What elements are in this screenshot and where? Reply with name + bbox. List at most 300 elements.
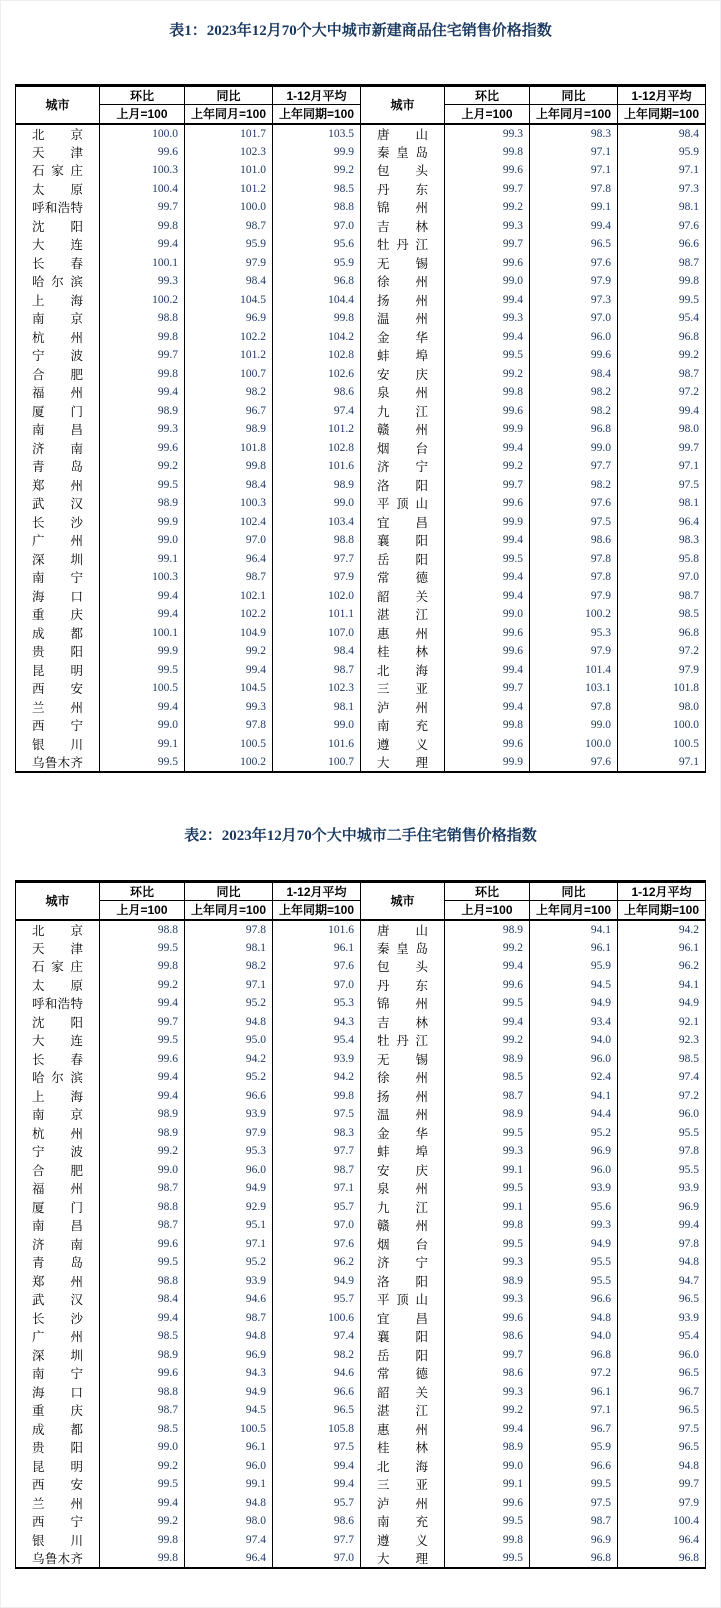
- value-cell: 98.5: [618, 605, 706, 624]
- value-cell: 97.2: [618, 642, 706, 661]
- table-row: [16, 550, 706, 569]
- value-cell: 99.6: [445, 254, 530, 273]
- value-cell: 98.9: [100, 1124, 185, 1143]
- value-cell: 99.0: [100, 1438, 185, 1457]
- city-cell: 天津: [16, 143, 100, 162]
- value-cell: 98.3: [273, 1124, 361, 1143]
- value-cell: 96.9: [530, 1531, 618, 1550]
- value-cell: 96.0: [618, 1105, 706, 1124]
- value-cell: 98.8: [100, 1383, 185, 1402]
- table-row: [16, 1475, 706, 1494]
- value-cell: 97.6: [273, 957, 361, 976]
- value-cell: 95.9: [618, 143, 706, 162]
- value-cell: 99.6: [445, 735, 530, 754]
- table-row: [16, 698, 706, 717]
- value-cell: 99.6: [445, 1494, 530, 1513]
- city-cell: 襄阳: [361, 1327, 445, 1346]
- city-cell: 福州: [16, 1179, 100, 1198]
- value-cell: 95.0: [185, 1031, 273, 1050]
- table-row: [16, 328, 706, 347]
- value-cell: 93.9: [185, 1105, 273, 1124]
- value-cell: 95.2: [185, 994, 273, 1013]
- city-cell: 丹东: [361, 976, 445, 995]
- value-cell: 100.7: [185, 365, 273, 384]
- value-cell: 97.1: [530, 1401, 618, 1420]
- value-cell: 99.5: [100, 1475, 185, 1494]
- value-cell: 103.1: [530, 679, 618, 698]
- value-cell: 97.8: [530, 180, 618, 199]
- value-cell: 102.2: [185, 328, 273, 347]
- value-cell: 98.9: [445, 1050, 530, 1069]
- city-cell: 西宁: [16, 1512, 100, 1531]
- value-cell: 98.8: [273, 198, 361, 217]
- city-cell: 重庆: [16, 1401, 100, 1420]
- value-cell: 98.9: [100, 1346, 185, 1365]
- table-row: [16, 1105, 706, 1124]
- value-cell: 102.3: [185, 143, 273, 162]
- value-cell: 95.9: [530, 957, 618, 976]
- city-cell: 宜昌: [361, 513, 445, 532]
- value-cell: 94.9: [530, 1235, 618, 1254]
- value-cell: 95.4: [618, 309, 706, 328]
- table-row: [16, 1068, 706, 1087]
- value-cell: 99.4: [100, 605, 185, 624]
- city-cell: 沈阳: [16, 1013, 100, 1032]
- city-cell: 秦皇岛: [361, 143, 445, 162]
- city-cell: 安庆: [361, 1161, 445, 1180]
- value-cell: 99.2: [100, 1142, 185, 1161]
- value-cell: 94.4: [530, 1105, 618, 1124]
- value-cell: 102.8: [273, 439, 361, 458]
- value-cell: 100.5: [185, 735, 273, 754]
- value-cell: 93.9: [185, 1272, 273, 1291]
- city-cell: 福州: [16, 383, 100, 402]
- value-cell: 94.8: [618, 1253, 706, 1272]
- value-cell: 97.1: [618, 457, 706, 476]
- value-cell: 97.8: [530, 698, 618, 717]
- value-cell: 98.7: [185, 1309, 273, 1328]
- table-row: [16, 513, 706, 532]
- table-row: [16, 1013, 706, 1032]
- value-cell: 96.0: [618, 1346, 706, 1365]
- value-cell: 95.5: [530, 1253, 618, 1272]
- value-cell: 98.5: [100, 1420, 185, 1439]
- value-cell: 98.4: [185, 272, 273, 291]
- second-hand-home-price-index-table: [15, 880, 706, 1569]
- value-cell: 98.6: [273, 383, 361, 402]
- city-cell: 秦皇岛: [361, 939, 445, 958]
- value-cell: 98.6: [445, 1327, 530, 1346]
- value-cell: 98.7: [273, 661, 361, 680]
- value-cell: 99.4: [100, 383, 185, 402]
- table-row: [16, 716, 706, 735]
- value-cell: 99.2: [445, 1031, 530, 1050]
- value-cell: 99.6: [445, 494, 530, 513]
- city-cell: 九江: [361, 402, 445, 421]
- value-cell: 98.7: [273, 1161, 361, 1180]
- city-cell: 烟台: [361, 439, 445, 458]
- value-cell: 99.7: [445, 476, 530, 495]
- subheader-mom-left: 上月=100: [100, 901, 185, 920]
- value-cell: 98.1: [618, 198, 706, 217]
- table-row: [16, 1494, 706, 1513]
- city-cell: 扬州: [361, 1087, 445, 1106]
- table-row: [16, 1364, 706, 1383]
- value-cell: 99.3: [445, 124, 530, 143]
- value-cell: 99.7: [445, 235, 530, 254]
- value-cell: 96.4: [618, 513, 706, 532]
- table-row: [16, 1031, 706, 1050]
- value-cell: 99.4: [618, 402, 706, 421]
- city-cell: 吉林: [361, 217, 445, 236]
- value-cell: 94.9: [273, 1272, 361, 1291]
- value-cell: 96.6: [273, 1383, 361, 1402]
- value-cell: 94.6: [185, 1290, 273, 1309]
- value-cell: 98.6: [530, 531, 618, 550]
- value-cell: 99.8: [100, 328, 185, 347]
- value-cell: 94.8: [185, 1013, 273, 1032]
- value-cell: 99.2: [100, 1512, 185, 1531]
- value-cell: 100.0: [530, 735, 618, 754]
- value-cell: 99.6: [530, 346, 618, 365]
- value-cell: 98.3: [618, 531, 706, 550]
- city-cell: 金华: [361, 1124, 445, 1143]
- table-row: [16, 1327, 706, 1346]
- value-cell: 99.1: [445, 1198, 530, 1217]
- table-row: [16, 1531, 706, 1550]
- value-cell: 96.7: [185, 402, 273, 421]
- value-cell: 97.5: [618, 1420, 706, 1439]
- city-cell: 银川: [16, 1531, 100, 1550]
- header-avg-left: 1-12月平均: [273, 86, 361, 105]
- value-cell: 97.9: [185, 1124, 273, 1143]
- value-cell: 97.1: [618, 753, 706, 772]
- value-cell: 97.5: [530, 513, 618, 532]
- value-cell: 99.7: [100, 1013, 185, 1032]
- value-cell: 99.9: [445, 753, 530, 772]
- city-cell: 无锡: [361, 1050, 445, 1069]
- value-cell: 101.8: [185, 439, 273, 458]
- value-cell: 96.8: [530, 1346, 618, 1365]
- value-cell: 102.2: [185, 605, 273, 624]
- value-cell: 95.5: [530, 1272, 618, 1291]
- value-cell: 100.0: [100, 124, 185, 143]
- value-cell: 100.6: [273, 1309, 361, 1328]
- value-cell: 98.0: [618, 698, 706, 717]
- city-cell: 南宁: [16, 1364, 100, 1383]
- table-row: [16, 735, 706, 754]
- table-row: [16, 920, 706, 939]
- table-row: [16, 1309, 706, 1328]
- value-cell: 96.5: [273, 1401, 361, 1420]
- subheader-avg-left: 上年同期=100: [273, 105, 361, 124]
- city-cell: 桂林: [361, 1438, 445, 1457]
- value-cell: 100.1: [100, 254, 185, 273]
- value-cell: 96.6: [185, 1087, 273, 1106]
- value-cell: 95.9: [273, 254, 361, 273]
- value-cell: 96.9: [530, 1142, 618, 1161]
- city-cell: 太原: [16, 180, 100, 199]
- subheader-avg-right: 上年同期=100: [618, 901, 706, 920]
- city-cell: 济宁: [361, 1253, 445, 1272]
- table-row: [16, 254, 706, 273]
- city-cell: 厦门: [16, 1198, 100, 1217]
- city-cell: 三亚: [361, 679, 445, 698]
- value-cell: 97.1: [530, 143, 618, 162]
- value-cell: 99.3: [100, 272, 185, 291]
- city-cell: 宁波: [16, 346, 100, 365]
- value-cell: 101.7: [185, 124, 273, 143]
- value-cell: 96.1: [530, 1383, 618, 1402]
- value-cell: 94.5: [185, 1401, 273, 1420]
- city-cell: 大理: [361, 753, 445, 772]
- value-cell: 99.4: [445, 328, 530, 347]
- city-cell: 上海: [16, 1087, 100, 1106]
- value-cell: 95.2: [530, 1124, 618, 1143]
- value-cell: 97.0: [618, 568, 706, 587]
- city-cell: 牡丹江: [361, 1031, 445, 1050]
- city-cell: 平顶山: [361, 494, 445, 513]
- value-cell: 99.3: [530, 1216, 618, 1235]
- city-cell: 北京: [16, 920, 100, 939]
- value-cell: 99.2: [445, 939, 530, 958]
- value-cell: 97.0: [530, 309, 618, 328]
- value-cell: 103.4: [273, 513, 361, 532]
- value-cell: 97.9: [530, 642, 618, 661]
- city-cell: 常德: [361, 568, 445, 587]
- table-row: [16, 494, 706, 513]
- value-cell: 99.5: [100, 939, 185, 958]
- value-cell: 96.8: [618, 328, 706, 347]
- city-cell: 惠州: [361, 1420, 445, 1439]
- table-row: [16, 976, 706, 995]
- value-cell: 99.4: [100, 1068, 185, 1087]
- value-cell: 96.1: [618, 939, 706, 958]
- city-cell: 常德: [361, 1364, 445, 1383]
- value-cell: 99.4: [100, 1494, 185, 1513]
- value-cell: 98.4: [273, 642, 361, 661]
- table-row: [16, 1124, 706, 1143]
- city-cell: 沈阳: [16, 217, 100, 236]
- table-row: [16, 1272, 706, 1291]
- city-cell: 北海: [361, 1457, 445, 1476]
- value-cell: 99.3: [445, 1142, 530, 1161]
- value-cell: 102.4: [185, 513, 273, 532]
- city-cell: 包头: [361, 957, 445, 976]
- value-cell: 98.1: [273, 698, 361, 717]
- value-cell: 95.4: [618, 1327, 706, 1346]
- header-city-right: 城市: [361, 86, 445, 124]
- value-cell: 98.4: [530, 365, 618, 384]
- value-cell: 102.3: [273, 679, 361, 698]
- value-cell: 99.4: [445, 661, 530, 680]
- city-cell: 宁波: [16, 1142, 100, 1161]
- value-cell: 96.6: [618, 235, 706, 254]
- city-cell: 昆明: [16, 1457, 100, 1476]
- value-cell: 93.4: [530, 1013, 618, 1032]
- header-yoy-right: 同比: [530, 86, 618, 105]
- value-cell: 101.4: [530, 661, 618, 680]
- city-cell: 大理: [361, 1549, 445, 1568]
- value-cell: 98.4: [100, 1290, 185, 1309]
- city-cell: 西宁: [16, 716, 100, 735]
- value-cell: 99.3: [185, 698, 273, 717]
- table-row: [16, 124, 706, 143]
- table-row: [16, 624, 706, 643]
- city-cell: 南充: [361, 1512, 445, 1531]
- header-city-left: 城市: [16, 86, 100, 124]
- city-cell: 唐山: [361, 920, 445, 939]
- city-cell: 长沙: [16, 513, 100, 532]
- city-cell: 洛阳: [361, 1272, 445, 1291]
- value-cell: 99.5: [445, 1235, 530, 1254]
- value-cell: 98.2: [530, 476, 618, 495]
- city-cell: 蚌埠: [361, 1142, 445, 1161]
- value-cell: 96.1: [530, 939, 618, 958]
- table-row: [16, 235, 706, 254]
- value-cell: 99.5: [445, 994, 530, 1013]
- city-cell: 银川: [16, 735, 100, 754]
- value-cell: 107.0: [273, 624, 361, 643]
- value-cell: 100.5: [618, 735, 706, 754]
- value-cell: 99.6: [100, 1235, 185, 1254]
- value-cell: 99.6: [445, 976, 530, 995]
- value-cell: 102.0: [273, 587, 361, 606]
- table-row: [16, 994, 706, 1013]
- city-cell: 哈尔滨: [16, 272, 100, 291]
- city-cell: 锦州: [361, 198, 445, 217]
- value-cell: 96.6: [530, 1290, 618, 1309]
- value-cell: 98.9: [100, 494, 185, 513]
- city-cell: 兰州: [16, 698, 100, 717]
- city-cell: 无锡: [361, 254, 445, 273]
- city-cell: 锦州: [361, 994, 445, 1013]
- value-cell: 97.0: [273, 1216, 361, 1235]
- value-cell: 99.5: [100, 476, 185, 495]
- value-cell: 99.2: [100, 976, 185, 995]
- city-cell: 桂林: [361, 642, 445, 661]
- value-cell: 96.8: [618, 624, 706, 643]
- city-cell: 南京: [16, 1105, 100, 1124]
- value-cell: 98.7: [530, 1512, 618, 1531]
- value-cell: 99.8: [445, 383, 530, 402]
- value-cell: 95.8: [618, 550, 706, 569]
- value-cell: 98.1: [185, 939, 273, 958]
- city-cell: 长春: [16, 1050, 100, 1069]
- value-cell: 99.1: [100, 735, 185, 754]
- value-cell: 94.8: [618, 1457, 706, 1476]
- value-cell: 96.2: [618, 957, 706, 976]
- header-mom-left: 环比: [100, 882, 185, 901]
- table-row: [16, 1161, 706, 1180]
- value-cell: 95.6: [530, 1198, 618, 1217]
- city-cell: 哈尔滨: [16, 1068, 100, 1087]
- value-cell: 99.4: [445, 1420, 530, 1439]
- value-cell: 95.2: [185, 1068, 273, 1087]
- value-cell: 99.1: [100, 550, 185, 569]
- value-cell: 97.0: [185, 531, 273, 550]
- city-cell: 兰州: [16, 1494, 100, 1513]
- header-yoy-left: 同比: [185, 86, 273, 105]
- city-cell: 金华: [361, 328, 445, 347]
- city-cell: 郑州: [16, 476, 100, 495]
- value-cell: 96.0: [530, 328, 618, 347]
- value-cell: 95.9: [530, 1438, 618, 1457]
- value-cell: 101.2: [185, 180, 273, 199]
- value-cell: 99.3: [100, 420, 185, 439]
- value-cell: 104.5: [185, 291, 273, 310]
- value-cell: 95.7: [273, 1290, 361, 1309]
- value-cell: 97.3: [618, 180, 706, 199]
- city-cell: 宜昌: [361, 1309, 445, 1328]
- value-cell: 97.5: [618, 476, 706, 495]
- value-cell: 99.6: [445, 642, 530, 661]
- city-cell: 西安: [16, 679, 100, 698]
- value-cell: 98.8: [273, 531, 361, 550]
- table-row: [16, 476, 706, 495]
- value-cell: 96.4: [618, 1531, 706, 1550]
- city-cell: 太原: [16, 976, 100, 995]
- city-cell: 乌鲁木齐: [16, 753, 100, 772]
- value-cell: 92.3: [618, 1031, 706, 1050]
- value-cell: 94.9: [185, 1383, 273, 1402]
- table-row: [16, 309, 706, 328]
- value-cell: 97.4: [273, 402, 361, 421]
- value-cell: 100.1: [100, 624, 185, 643]
- value-cell: 98.7: [445, 1087, 530, 1106]
- value-cell: 97.9: [530, 272, 618, 291]
- city-cell: 长春: [16, 254, 100, 273]
- city-cell: 深圳: [16, 550, 100, 569]
- table2-title: 表2：2023年12月70个大中城市二手住宅销售价格指数: [184, 828, 537, 844]
- value-cell: 96.0: [530, 1050, 618, 1069]
- city-cell: 广州: [16, 1327, 100, 1346]
- value-cell: 99.2: [445, 198, 530, 217]
- value-cell: 99.8: [100, 957, 185, 976]
- table-row: [16, 1438, 706, 1457]
- value-cell: 99.8: [445, 1216, 530, 1235]
- value-cell: 95.3: [185, 1142, 273, 1161]
- value-cell: 94.0: [530, 1327, 618, 1346]
- value-cell: 98.4: [618, 124, 706, 143]
- city-cell: 重庆: [16, 605, 100, 624]
- city-cell: 惠州: [361, 624, 445, 643]
- value-cell: 99.3: [445, 1290, 530, 1309]
- value-cell: 99.4: [618, 1216, 706, 1235]
- value-cell: 99.3: [445, 217, 530, 236]
- value-cell: 98.6: [273, 1512, 361, 1531]
- value-cell: 99.8: [100, 1531, 185, 1550]
- value-cell: 99.4: [100, 235, 185, 254]
- value-cell: 98.9: [445, 1438, 530, 1457]
- value-cell: 99.7: [445, 180, 530, 199]
- table-row: [16, 605, 706, 624]
- table1-body: [16, 124, 706, 773]
- city-cell: 安庆: [361, 365, 445, 384]
- value-cell: 97.9: [530, 587, 618, 606]
- value-cell: 93.9: [530, 1179, 618, 1198]
- table-row: [16, 180, 706, 199]
- value-cell: 99.8: [445, 143, 530, 162]
- value-cell: 101.6: [273, 735, 361, 754]
- value-cell: 95.1: [185, 1216, 273, 1235]
- city-cell: 济南: [16, 1235, 100, 1254]
- value-cell: 101.6: [273, 920, 361, 939]
- value-cell: 99.7: [100, 198, 185, 217]
- city-cell: 青岛: [16, 1253, 100, 1272]
- value-cell: 98.0: [618, 420, 706, 439]
- value-cell: 95.5: [618, 1124, 706, 1143]
